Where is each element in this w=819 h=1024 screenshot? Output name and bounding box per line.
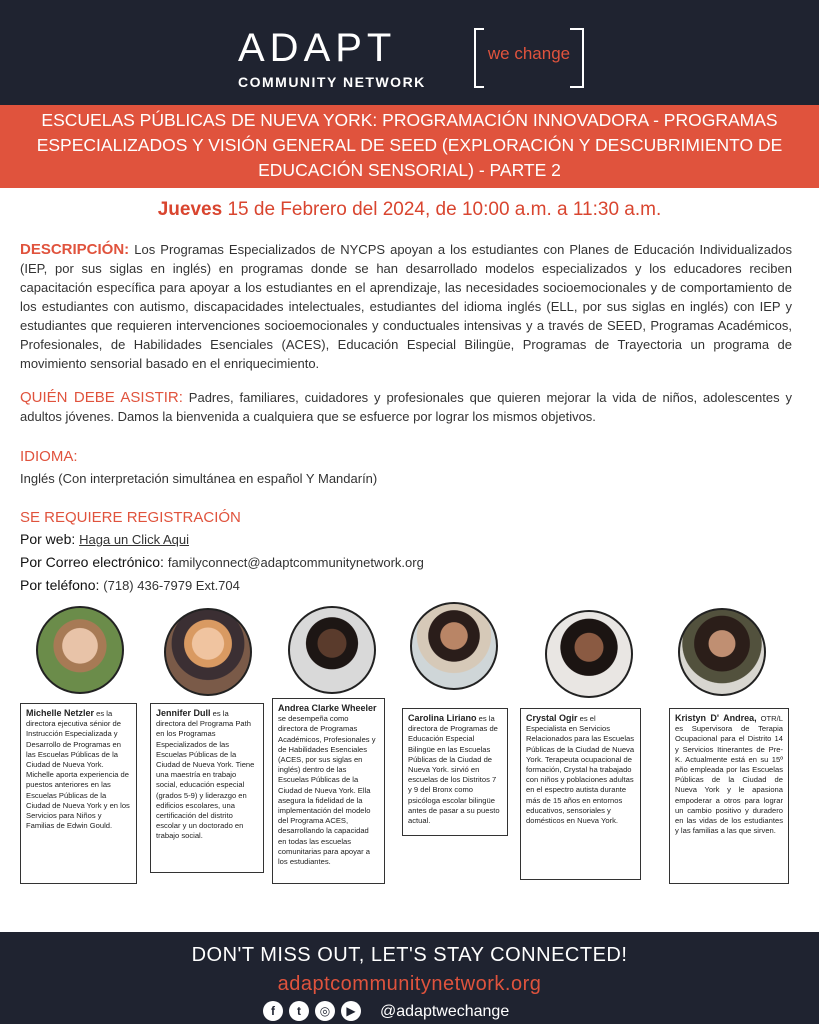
registration-link[interactable]: Haga un Click Aqui xyxy=(79,532,189,547)
speaker-bio-text: es la directora de Programas de Educación Especial Bilingüe en las Escuelas Públicas de la Ciudad de Nueva York. sirvió en escuelas de los Distritos 7 y 9 del Bronx como psicóloga escolar bilingüe antes de pasar a su puesto actual. xyxy=(408,714,500,826)
speaker-name: Andrea Clarke Wheeler xyxy=(278,703,377,713)
speaker-bio xyxy=(520,708,641,880)
web-label: Por web: xyxy=(20,531,76,547)
youtube-icon[interactable]: ▶ xyxy=(341,1001,361,1021)
language-text: Inglés (Con interpretación simultánea en español Y Mandarín) xyxy=(20,471,378,486)
speaker-bio-text: es el Especialista en Servicios Relacionados para las Escuelas Públicas de la Ciudad de Nueva York. Terapeuta ocupacional de formación, Crystal ha trabajado con niños y poblaciones adultas en el espectro autista durante más de 15 años en entornos educativos, sensoriales y domésticos en Nueva York. xyxy=(526,714,635,826)
header xyxy=(0,0,819,105)
speaker-name: Jennifer Dull xyxy=(156,708,211,718)
speaker-name: Crystal Ogir xyxy=(526,713,578,723)
phone-label: Por teléfono: xyxy=(20,577,100,593)
speaker-bio-text: es la directora ejecutiva sénior de Instrucción Especializada y Desarrollo de Programas en las Escuelas Públicas de la Ciudad de Nueva York. Michelle aporta experiencia de puestos anteriores en las Escuelas Públicas de la Ciudad de Nueva York y en los Servicios para Niños y Familias de Edwin Gould. xyxy=(26,709,130,831)
speaker-name: Michelle Netzler xyxy=(26,708,95,718)
speaker-bio xyxy=(150,703,264,873)
email-value[interactable]: familyconnect@adaptcommunitynetwork.org xyxy=(167,555,424,570)
title-line: ESCUELAS PÚBLICAS DE NUEVA YORK: PROGRAMACIÓN INNOVADORA - PROGRAMAS xyxy=(41,110,778,130)
registration-label: SE REQUIERE REGISTRACIÓN xyxy=(20,509,241,526)
twitter-icon[interactable]: t xyxy=(289,1001,309,1021)
logo-subtitle: COMMUNITY NETWORK xyxy=(238,74,426,90)
speaker-photo xyxy=(545,610,633,698)
title-line: ESPECIALIZADOS Y VISIÓN GENERAL DE SEED (EXPLORACIÓN Y DESCUBRIMIENTO DE xyxy=(36,135,783,155)
event-date-time: 15 de Febrero del 2024, de 10:00 a.m. a 11:30 a.m. xyxy=(227,199,662,220)
social-handle[interactable]: @adaptwechange xyxy=(380,1003,510,1020)
speaker-bio xyxy=(669,708,789,884)
footer-website[interactable]: adaptcommunitynetwork.org xyxy=(277,973,542,995)
speaker-bio-text: es la directora del Programa Path en los Programas Especializados de las Escuelas Públicas de la Ciudad de Nueva York. Tiene una maestría en trabajo social, educación especial (grados 5-9) y liderazgo en edificios escolares, una certificación del distrito escolar y un doctorado en trabajo social. xyxy=(156,709,255,841)
speaker-name: Kristyn D' Andrea, xyxy=(675,713,757,723)
description-section xyxy=(20,240,792,373)
speaker-photo xyxy=(164,608,252,696)
speaker-photo xyxy=(36,606,124,694)
description-text: Los Programas Especializados de NYCPS apoyan a los estudiantes con Planes de Educación Individualizados (IEP, por sus siglas en inglés) en programas donde se han desarrollado modelos especializados y los educadores reciben capacitación específica para apoyar a los estudiantes en el aprendizaje, las necesidades socioemocionales y de comportamiento de los estudiantes con autismo, discapacidades intelectuales, estudiantes del idioma inglés (ELL, por sus siglas en inglés) con IEP y estudiantes que requieren intervenciones socioemocionales y conductuales intensivas y a través de SEED, Programas Académicos, Profesionales, de Habilidades Esenciales (ACES), Educación Especial Bilingüe, Programas de Trayectoria un programa de movimiento sensorial basado en el enriquecimiento. xyxy=(20,242,792,371)
email-label: Por Correo electrónico: xyxy=(20,554,164,570)
attend-label: QUIÉN DEBE ASISTIR: xyxy=(20,389,183,406)
event-title-banner xyxy=(0,105,819,188)
logo-text: ADAPT xyxy=(238,26,397,70)
description-label: DESCRIPCIÓN: xyxy=(20,241,130,258)
speaker-bio xyxy=(402,708,508,836)
attend-section xyxy=(20,388,792,426)
speaker-bio-text: OTR/L es Supervisora de Terapia Ocupacional para el Distrito 14 y Servicios Itinerantes de Pre-K. Actualmente está en su 15º año empleada por las Escuelas Públicas de la Ciudad de Nueva York y le apasiona empoderar a otros para lograr un cambio positivo y duradero en las vidas de los estudiantes y las familias a las que sirven. xyxy=(675,714,783,836)
footer-cta: DON'T MISS OUT, LET'S STAY CONNECTED! xyxy=(191,944,628,966)
speaker-photo xyxy=(678,608,766,696)
social-icons xyxy=(263,1001,361,1021)
speaker-photo xyxy=(410,602,498,690)
speaker-photo xyxy=(288,606,376,694)
attend-text: Padres, familiares, cuidadores y profesionales que quieren mejorar la vida de niños, adolescentes y adultos jóvenes. Damos la bienvenida a cualquiera que se esfuerce por lograr los mismos objetivos. xyxy=(20,390,793,424)
instagram-icon[interactable]: ◎ xyxy=(315,1001,335,1021)
speaker-bio xyxy=(20,703,137,884)
language-label: IDIOMA: xyxy=(20,448,78,465)
event-date xyxy=(0,199,819,221)
facebook-icon[interactable]: f xyxy=(263,1001,283,1021)
logo-tagline: we change xyxy=(487,44,571,63)
speaker-bio xyxy=(272,698,385,884)
registration-email xyxy=(20,554,424,570)
event-day: Jueves xyxy=(157,199,223,220)
registration-web xyxy=(20,531,189,547)
speaker-name: Carolina Liriano xyxy=(408,713,477,723)
speaker-bio-text: se desempeña como directora de Programas Académicos, Profesionales y de Habilidades Esenciales (ACES, por sus siglas en inglés) dentro de las Escuelas Públicas de la Ciudad de Nueva York. Ella asegura la fidelidad de la implementación del modelo del Programa ACES, desarrollando la capacidad en todas las escuelas comunitarias para apoyar a los estudiantes. xyxy=(278,714,376,867)
phone-value: (718) 436-7979 Ext.704 xyxy=(103,578,240,593)
title-line: EDUCACIÓN SENSORIAL) - PARTE 2 xyxy=(258,160,561,180)
registration-phone xyxy=(20,577,240,593)
